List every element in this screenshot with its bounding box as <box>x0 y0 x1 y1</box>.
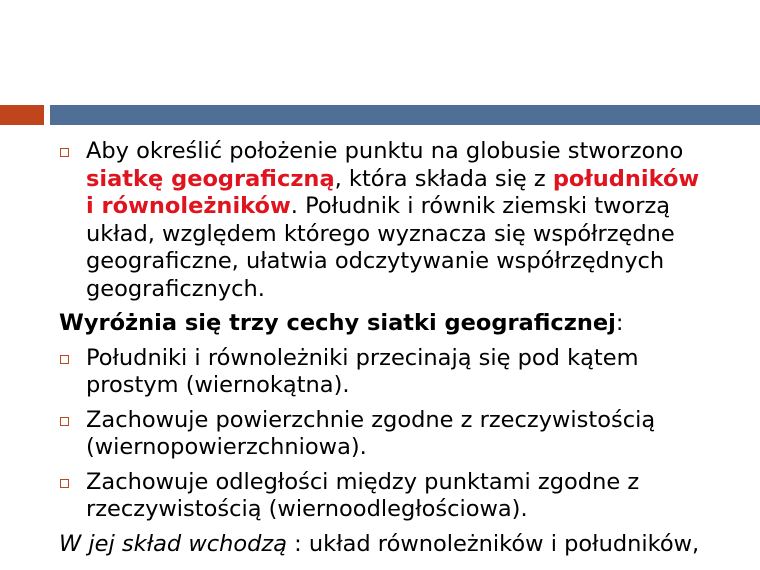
composition-line <box>0 531 760 559</box>
italic-text: W jej skład wchodzą <box>59 530 288 557</box>
text: (wiernopowierzchniowa). <box>86 434 367 460</box>
text: Zachowuje odległości między punktami zgodne z <box>86 468 640 495</box>
text-line <box>0 407 760 435</box>
header-accent-bar <box>0 105 44 125</box>
text: . Południk i równik ziemski tworzą <box>290 193 671 219</box>
highlight-term: siatkę geograficzną <box>86 165 335 192</box>
text: Aby określić położenie punktu na globusie stworzono <box>86 138 684 164</box>
text: Zachowuje powierzchnie zgodne z rzeczywistością <box>86 406 656 433</box>
header-divider-bar <box>50 105 760 125</box>
text-line <box>0 193 760 221</box>
highlight-term: i równoleżników <box>86 193 291 219</box>
text: geograficznych. <box>86 275 265 302</box>
bullet-item-area <box>0 407 760 462</box>
text-line <box>0 496 760 524</box>
text: geograficzne, ułatwia odczytywanie współrzędnych <box>86 248 665 274</box>
text-line <box>0 434 760 462</box>
text-line <box>0 345 760 373</box>
square-bullet-icon <box>60 355 69 364</box>
square-bullet-icon <box>60 479 69 488</box>
text: : <box>615 310 624 336</box>
text: układ, względem którego wyznacza się współrzędne <box>86 220 675 247</box>
text-line <box>0 469 760 497</box>
text-line <box>0 221 760 249</box>
heading-text: Wyróżnia się trzy cechy siatki geograficznej <box>59 310 616 336</box>
slide-body <box>0 138 760 558</box>
text-line <box>0 372 760 400</box>
square-bullet-icon <box>60 417 69 426</box>
text: Południki i równoleżniki przecinają się pod kątem <box>86 344 639 371</box>
text-line <box>0 138 760 166</box>
square-bullet-icon <box>60 148 69 157</box>
bullet-item-grid-definition <box>0 138 760 303</box>
text-line <box>0 276 760 304</box>
highlight-term: południków <box>552 165 700 192</box>
bullet-item-right-angle <box>0 345 760 400</box>
text-line <box>0 248 760 276</box>
features-heading <box>0 310 760 338</box>
text: , która składa się z <box>334 165 553 192</box>
text: : układ równoleżników i południków, <box>287 530 700 557</box>
text: rzeczywistością (wiernoodległościowa). <box>86 496 528 522</box>
text: prostym (wiernokątna). <box>86 372 350 398</box>
bullet-item-distance <box>0 469 760 524</box>
text-line <box>0 166 760 194</box>
